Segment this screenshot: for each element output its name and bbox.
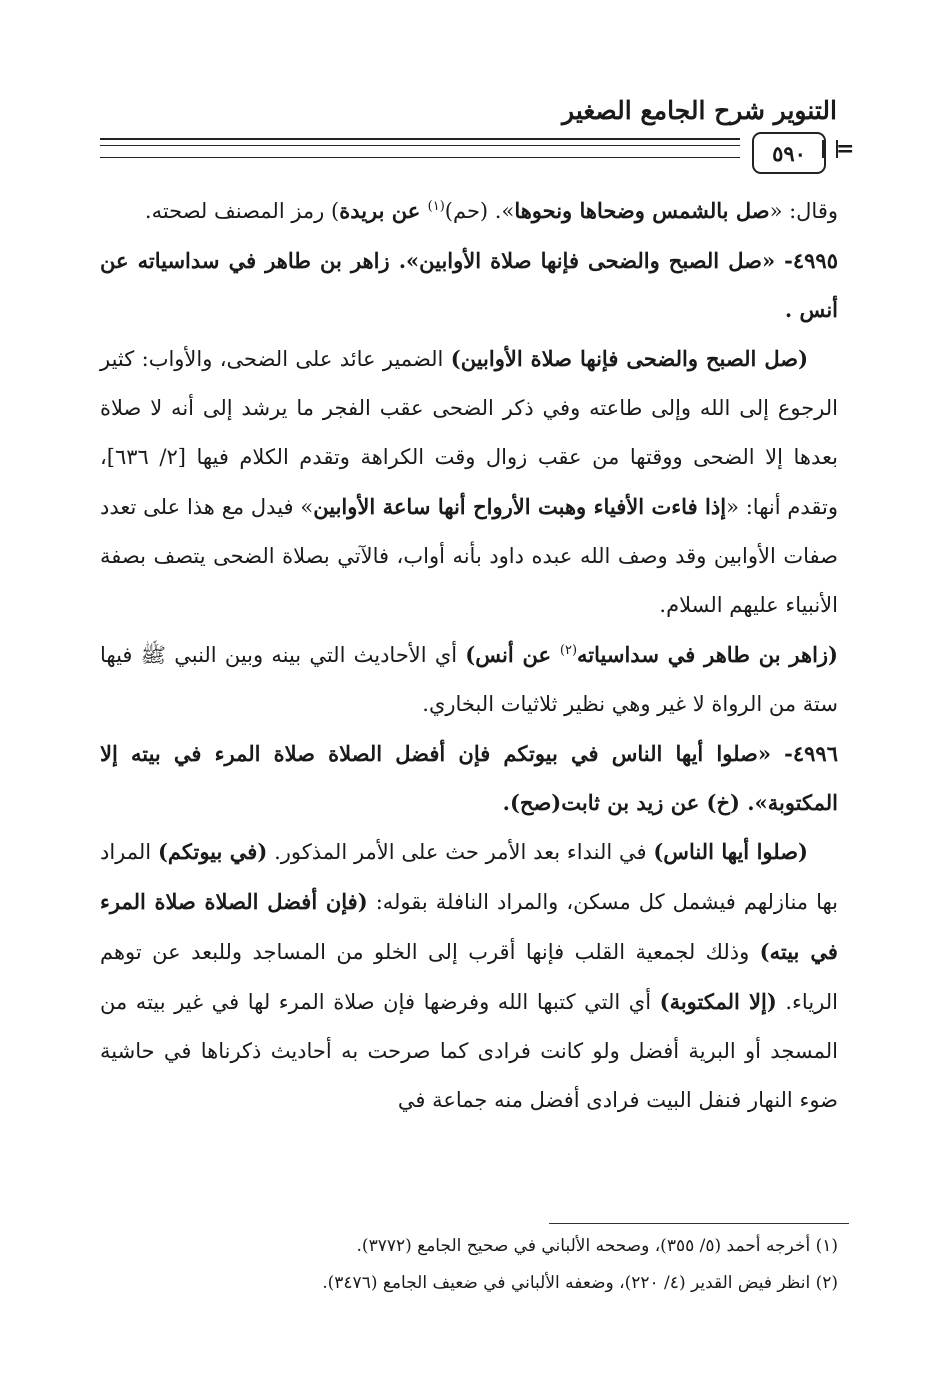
- text-run: أي التي كتبها الله وفرضها فإن صلاة المرء لها في غير بيته من المسجد أو البرية أفضل ولو كانت فرادى كما صرحت به أحاديث ذكرناها في حاشية ضوء النهار فنفل البيت فرادى أفضل منه جماعة في: [100, 990, 838, 1112]
- text-run: الضمير عائد على الضحى، والأواب: كثير الرجوع إلى الله وإلى طاعته وفي ذكر الضحى عقب الفجر ما يرشد إلى أنه لا صلاة بعدها إلا الضحى ووقتها من عقب زوال وقت الكراهة وتقدم الكلام فيها [٢/ ٦٣٦]، وتقدم أنها: «: [100, 347, 839, 519]
- main-text: [100, 186, 838, 1125]
- footnote-ref-2: (٢): [559, 643, 578, 658]
- commentary-4996: [100, 827, 838, 1125]
- text-run: وقال: «: [769, 199, 838, 223]
- text-run: أي الأحاديث التي بينه وبين النبي ﷺ فيها ستة من الرواة لا غير وهي نظير ثلاثيات البخاري.: [100, 643, 838, 716]
- quoted-phrase: عن أنس): [465, 642, 560, 667]
- running-title: التنوير شرح الجامع الصغير: [562, 96, 837, 125]
- quoted-phrase: (فإن أفضل الصلاة صلاة المرء في بيته): [100, 889, 838, 964]
- footnote-separator: [549, 1223, 849, 1224]
- text-run: ) رمز المصنف لصحته.: [144, 199, 340, 223]
- text-run: وذلك لجمعية القلب فإنها أقرب إلى الخلو من المساجد وللبعد عن توهم الرياء.: [100, 940, 838, 1014]
- page-number: ٥٩٠: [752, 132, 826, 174]
- quoted-phrase: (صل الصبح والضحى فإنها صلاة الأوابين): [450, 346, 809, 371]
- text-run: ». (حم): [444, 199, 515, 223]
- commentary-4995-source: [100, 630, 838, 729]
- hadith-4996: ٤٩٩٦- «صلوا أيها الناس في بيوتكم فإن أفضل الصلاة صلاة المرء في بيته إلا المكتوبة». (خ) عن زيد بن ثابت(صح).: [100, 741, 838, 815]
- text-run: في النداء بعد الأمر حث على الأمر المذكور.: [267, 840, 654, 864]
- header-rule-bottom: [100, 157, 740, 158]
- commentary-4995: [100, 334, 838, 630]
- quoted-phrase: إذا فاءت الأفياء وهبت الأرواح أنها ساعة الأوابين: [313, 494, 727, 519]
- quoted-phrase: (في بيوتكم): [157, 839, 268, 864]
- narrator-name: عن بريدة: [339, 198, 428, 223]
- quoted-phrase: (صلوا أيها الناس): [653, 839, 808, 864]
- quoted-phrase: (زاهر بن طاهر في سداسياته: [577, 642, 838, 667]
- footnote-ref-1: (١): [427, 199, 445, 214]
- page-number-mark: =: [836, 136, 855, 162]
- footnote-2: (٢) انظر فيض القدير (٤/ ٢٢٠)، وضعفه الألباني في ضعيف الجامع (٣٤٧٦).: [322, 1273, 838, 1293]
- footnote-1: (١) أخرجه أحمد (٥/ ٣٥٥)، وصححه الألباني في صحيح الجامع (٣٧٧٢).: [356, 1236, 838, 1256]
- hadith-quote: صل بالشمس وضحاها ونحوها: [514, 198, 770, 223]
- quoted-phrase: (إلا المكتوبة): [659, 989, 777, 1014]
- paragraph-1: [100, 186, 838, 236]
- footnotes: [100, 1228, 838, 1302]
- header-rule-thin: [100, 145, 740, 146]
- text-run: » فيدل مع هذا على تعدد صفات الأوابين وقد وصف الله عبده داود بأنه أواب، فالآتي بصلاة الضحى يتصف بصفة الأنبياء عليهم السلام.: [100, 495, 838, 617]
- header-rule-thick: [100, 138, 740, 140]
- hadith-4995: ٤٩٩٥- «صل الصبح والضحى فإنها صلاة الأوابين». زاهر بن طاهر في سداسياته عن أنس .: [100, 248, 838, 322]
- text-run: المراد بها منازلهم فيشمل كل مسكن، والمراد النافلة بقوله:: [100, 840, 838, 914]
